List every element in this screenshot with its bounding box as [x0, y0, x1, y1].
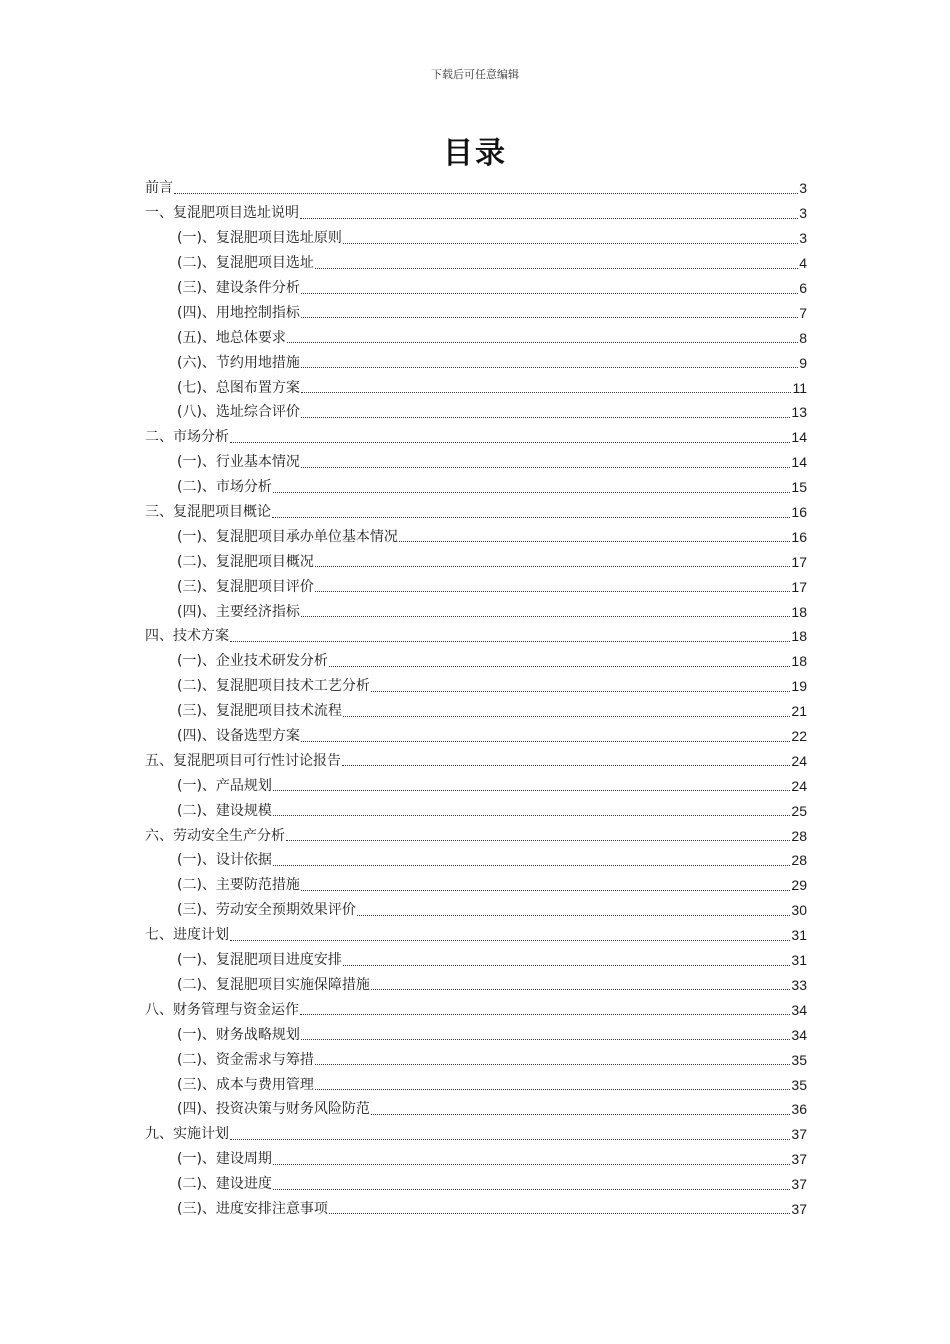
dot-leader — [315, 566, 790, 567]
toc-entry-title: 九、实施计划 — [145, 1126, 229, 1143]
toc-entry-title: 六、劳动安全生产分析 — [145, 827, 285, 844]
toc-chapter-entry[interactable] — [145, 176, 807, 201]
dot-leader — [273, 790, 790, 791]
table-of-contents — [145, 176, 807, 1221]
dot-leader — [343, 243, 798, 244]
toc-page-number: 6 — [799, 280, 807, 296]
toc-page-number: 31 — [791, 927, 807, 944]
toc-chapter-entry[interactable] — [145, 923, 807, 948]
toc-page-number: 34 — [791, 1001, 807, 1018]
toc-section-entry[interactable] — [145, 574, 807, 599]
toc-entry-title: 五、复混肥项目可行性讨论报告 — [145, 752, 341, 769]
toc-entry-title: 八、财务管理与资金运作 — [145, 1001, 299, 1018]
dot-leader — [272, 517, 790, 518]
dot-leader — [329, 666, 790, 667]
toc-section-entry[interactable] — [145, 1147, 807, 1172]
dot-leader — [301, 467, 790, 468]
toc-entry-title: (一)、设计依据 — [177, 852, 272, 869]
toc-entry-title: (二)、资金需求与筹措 — [177, 1051, 314, 1068]
toc-entry-title: (六)、节约用地措施 — [177, 354, 300, 371]
toc-page-number: 25 — [791, 802, 807, 819]
toc-page-number: 4 — [799, 255, 807, 272]
toc-section-entry[interactable] — [145, 699, 807, 724]
toc-entry-title: (二)、复混肥项目选址 — [177, 255, 314, 272]
toc-page-number: 34 — [791, 1026, 807, 1043]
toc-page-number: 19 — [791, 678, 807, 695]
dot-leader — [300, 218, 798, 219]
toc-section-entry[interactable] — [145, 1072, 807, 1097]
toc-entry-title: (八)、选址综合评价 — [177, 404, 300, 421]
toc-section-entry[interactable] — [145, 1022, 807, 1047]
dot-leader — [315, 1089, 790, 1090]
toc-page-number: 35 — [791, 1051, 807, 1068]
dot-leader — [343, 965, 790, 966]
toc-chapter-entry[interactable] — [145, 748, 807, 773]
toc-entry-title: 前言 — [145, 180, 173, 197]
toc-entry-title: (四)、设备选型方案 — [177, 728, 300, 745]
toc-page-number: 24 — [791, 752, 807, 769]
toc-page-number: 7 — [799, 304, 807, 321]
toc-entry-title: (三)、复混肥项目技术流程 — [177, 703, 342, 720]
dot-leader — [273, 492, 790, 493]
dot-leader — [273, 865, 790, 866]
dot-leader — [230, 442, 790, 443]
toc-page-number: 22 — [791, 728, 807, 745]
dot-leader — [343, 716, 790, 717]
toc-entry-title: (一)、产品规划 — [177, 777, 272, 794]
toc-entry-title: (一)、复混肥项目选址原则 — [177, 230, 342, 247]
toc-entry-title: (一)、建设周期 — [177, 1151, 272, 1168]
toc-chapter-entry[interactable] — [145, 624, 807, 649]
dot-leader — [300, 1014, 790, 1015]
toc-page-number: 3 — [799, 230, 807, 247]
toc-page-number: 14 — [791, 429, 807, 446]
dot-leader — [342, 765, 790, 766]
toc-page-number: 16 — [791, 504, 807, 521]
toc-entry-title: (二)、建设规模 — [177, 802, 272, 819]
toc-page-number: 14 — [791, 454, 807, 471]
toc-entry-title: (四)、用地控制指标 — [177, 304, 300, 321]
toc-section-entry[interactable] — [145, 226, 807, 251]
toc-section-entry[interactable] — [145, 773, 807, 798]
toc-section-entry[interactable] — [145, 1172, 807, 1197]
toc-entry-title: (一)、复混肥项目承办单位基本情况 — [177, 528, 398, 545]
toc-page-number: 3 — [799, 205, 807, 222]
toc-entry-title: 二、市场分析 — [145, 429, 229, 446]
toc-entry-title: 七、进度计划 — [145, 927, 229, 944]
toc-entry-title: (二)、建设进度 — [177, 1176, 272, 1193]
toc-page-number: 21 — [791, 703, 807, 720]
dot-leader — [357, 915, 790, 916]
toc-page-number: 37 — [791, 1151, 807, 1168]
toc-entry-title: (三)、成本与费用管理 — [177, 1076, 314, 1093]
dot-leader — [230, 940, 790, 941]
toc-page-number: 8 — [799, 329, 807, 346]
toc-page-number: 16 — [791, 528, 807, 545]
toc-section-entry[interactable] — [145, 848, 807, 873]
dot-leader — [273, 815, 790, 816]
toc-section-entry[interactable] — [145, 1097, 807, 1122]
toc-entry-title: (三)、劳动安全预期效果评价 — [177, 902, 356, 919]
toc-entry-title: 一、复混肥项目选址说明 — [145, 205, 299, 222]
dot-leader — [315, 1064, 790, 1065]
toc-entry-title: 四、技术方案 — [145, 628, 229, 645]
toc-chapter-entry[interactable] — [145, 997, 807, 1022]
toc-entry-title: (一)、财务战略规划 — [177, 1026, 300, 1043]
toc-entry-title: (二)、复混肥项目概况 — [177, 553, 314, 570]
toc-page-number: 37 — [791, 1126, 807, 1143]
toc-entry-title: (三)、进度安排注意事项 — [177, 1200, 328, 1217]
toc-entry-title: (一)、复混肥项目进度安排 — [177, 952, 342, 969]
toc-page-number: 36 — [791, 1101, 807, 1118]
toc-chapter-entry[interactable] — [145, 201, 807, 226]
dot-leader — [329, 1213, 790, 1214]
toc-section-entry[interactable] — [145, 798, 807, 823]
toc-section-entry[interactable] — [145, 873, 807, 898]
toc-page-number: 30 — [791, 902, 807, 919]
dot-leader — [273, 1164, 790, 1165]
toc-section-entry[interactable] — [145, 524, 807, 549]
toc-section-entry[interactable] — [145, 649, 807, 674]
toc-entry-title: (五)、地总体要求 — [177, 329, 286, 346]
dot-leader — [371, 691, 790, 692]
toc-section-entry[interactable] — [145, 300, 807, 325]
toc-page-number: 18 — [791, 603, 807, 620]
toc-page-number: 3 — [799, 180, 807, 197]
toc-section-entry[interactable] — [145, 724, 807, 749]
toc-page-number: 18 — [791, 628, 807, 645]
toc-page-number: 17 — [791, 553, 807, 570]
toc-page-number: 24 — [791, 777, 807, 794]
header-note: 下载后可任意编辑 — [431, 68, 519, 81]
dot-leader — [301, 1039, 790, 1040]
toc-section-entry[interactable] — [145, 475, 807, 500]
toc-page-number: 15 — [791, 479, 807, 496]
toc-page-number: 17 — [791, 578, 807, 595]
dot-leader — [315, 591, 790, 592]
dot-leader — [301, 890, 790, 891]
toc-page-number: 37 — [791, 1200, 807, 1217]
toc-chapter-entry[interactable] — [145, 823, 807, 848]
toc-page-number: 29 — [791, 877, 807, 894]
toc-entry-title: 三、复混肥项目概论 — [145, 504, 271, 521]
toc-entry-title: (四)、投资决策与财务风险防范 — [177, 1101, 370, 1118]
toc-page-number: 28 — [791, 852, 807, 869]
toc-section-entry[interactable] — [145, 549, 807, 574]
toc-page-number: 31 — [791, 952, 807, 969]
toc-section-entry[interactable] — [145, 325, 807, 350]
toc-page-number: 33 — [791, 976, 807, 993]
toc-section-entry[interactable] — [145, 276, 807, 301]
toc-chapter-entry[interactable] — [145, 425, 807, 450]
dot-leader — [287, 342, 798, 343]
toc-section-entry[interactable] — [145, 1197, 807, 1222]
toc-entry-title: (二)、复混肥项目实施保障措施 — [177, 976, 370, 993]
toc-section-entry[interactable] — [145, 1047, 807, 1072]
toc-entry-title: (一)、企业技术研发分析 — [177, 653, 328, 670]
toc-page-number: 11 — [792, 379, 807, 396]
dot-leader — [230, 1139, 790, 1140]
dot-leader — [301, 317, 798, 318]
toc-section-entry[interactable] — [145, 973, 807, 998]
dot-leader — [301, 616, 790, 617]
toc-section-entry[interactable] — [145, 599, 807, 624]
toc-section-entry[interactable] — [145, 400, 807, 425]
dot-leader — [286, 840, 790, 841]
toc-title: 目录 — [443, 136, 507, 171]
toc-entry-title: (三)、复混肥项目评价 — [177, 578, 314, 595]
toc-chapter-entry[interactable] — [145, 1122, 807, 1147]
toc-page-number: 13 — [791, 404, 807, 421]
dot-leader — [301, 417, 790, 418]
dot-leader — [230, 641, 790, 642]
toc-entry-title: (七)、总图布置方案 — [177, 379, 300, 396]
toc-entry-title: (三)、建设条件分析 — [177, 280, 300, 296]
dot-leader — [301, 367, 798, 368]
toc-entry-title: (二)、复混肥项目技术工艺分析 — [177, 678, 370, 695]
toc-entry-title: (一)、行业基本情况 — [177, 454, 300, 471]
dot-leader — [371, 1114, 790, 1115]
toc-page-number: 35 — [791, 1076, 807, 1093]
toc-entry-title: (四)、主要经济指标 — [177, 603, 300, 620]
toc-section-entry[interactable] — [145, 251, 807, 276]
toc-section-entry[interactable] — [145, 350, 807, 375]
toc-section-entry[interactable] — [145, 375, 807, 400]
toc-section-entry[interactable] — [145, 450, 807, 475]
toc-section-entry[interactable] — [145, 898, 807, 923]
dot-leader — [273, 1189, 790, 1190]
toc-entry-title: (二)、市场分析 — [177, 479, 272, 496]
toc-page-number: 9 — [799, 354, 807, 371]
toc-chapter-entry[interactable] — [145, 500, 807, 525]
toc-page-number: 37 — [791, 1176, 807, 1193]
dot-leader — [174, 193, 798, 194]
dot-leader — [315, 268, 798, 269]
dot-leader — [371, 989, 790, 990]
toc-entry-title: (二)、主要防范措施 — [177, 877, 300, 894]
dot-leader — [399, 541, 790, 542]
dot-leader — [301, 392, 792, 393]
toc-page-number: 28 — [791, 827, 807, 844]
toc-section-entry[interactable] — [145, 674, 807, 699]
toc-section-entry[interactable] — [145, 948, 807, 973]
toc-page-number: 18 — [791, 653, 807, 670]
dot-leader — [301, 293, 798, 294]
dot-leader — [301, 741, 790, 742]
